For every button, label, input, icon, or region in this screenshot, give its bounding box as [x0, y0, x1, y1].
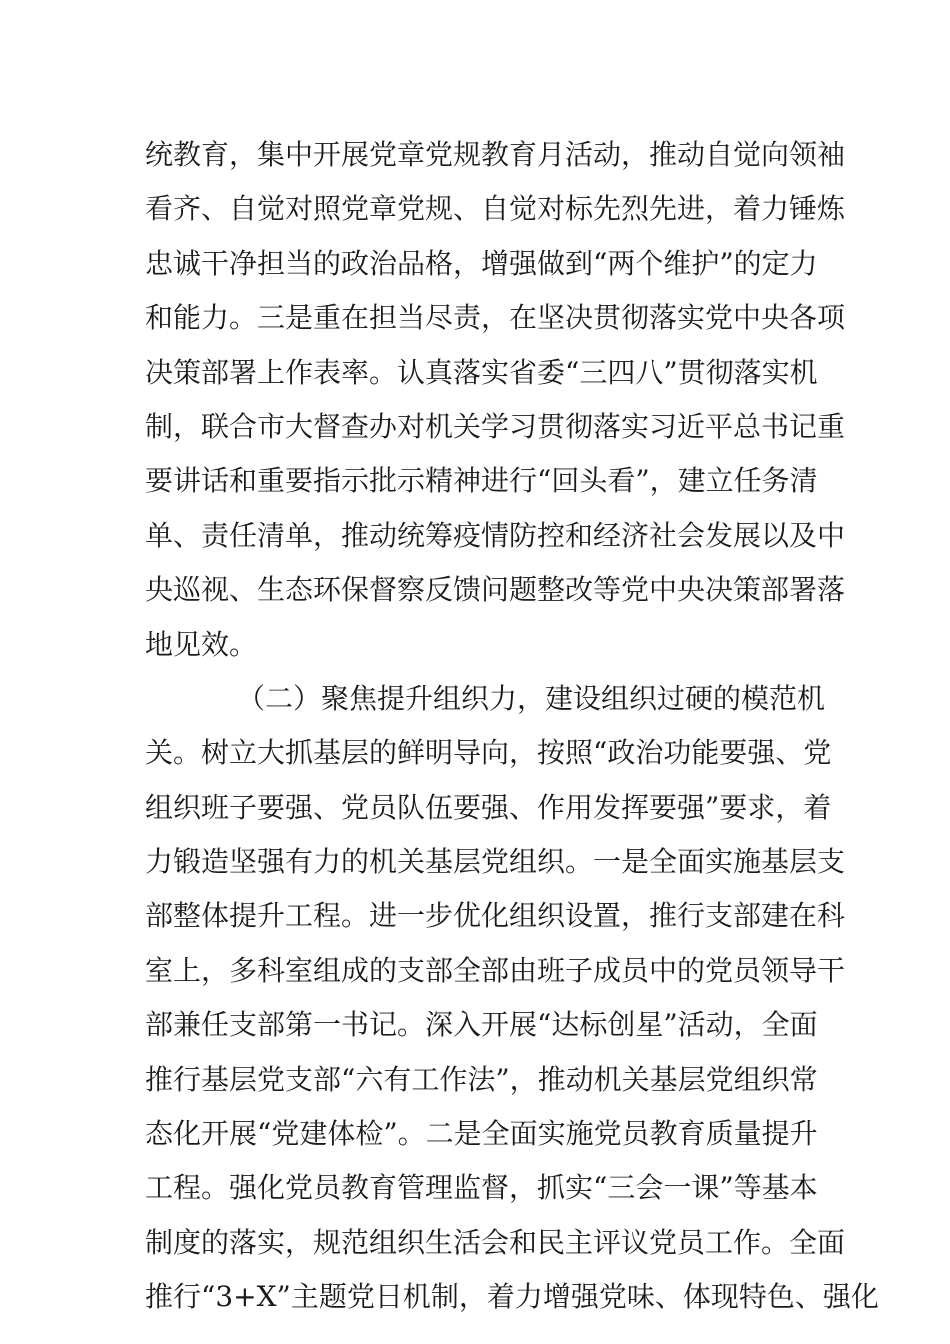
section-heading-line: （二）聚焦提升组织力，建设组织过硬的模范机: [237, 681, 826, 715]
text-line: 单、责任清单，推动统筹疫情防控和经济社会发展以及中: [145, 518, 846, 552]
text-line: 要讲话和重要指示批示精神进行“回头看”，建立任务清: [145, 464, 818, 498]
text-line: 关。树立大抓基层的鲜明导向，按照“政治功能要强、党: [145, 736, 832, 770]
text-line: 看齐、自觉对照党章党规、自觉对标先烈先进，着力锤炼: [145, 192, 846, 226]
text-line: 地见效。: [145, 627, 258, 661]
text-line: 部兼任支部第一书记。深入开展“达标创星”活动，全面: [145, 1008, 818, 1042]
text-line: 室上，多科室组成的支部全部由班子成员中的党员领导干: [145, 953, 846, 987]
text-line: 制度的落实，规范组织生活会和民主评议党员工作。全面: [145, 1225, 846, 1259]
text-line: 部整体提升工程。进一步优化组织设置，推行支部建在科: [145, 899, 846, 933]
text-line: 推行基层党支部“六有工作法”，推动机关基层党组织常: [145, 1062, 818, 1096]
text-line: 态化开展“党建体检”。二是全面实施党员教育质量提升: [145, 1117, 818, 1151]
body-text: [145, 128, 879, 1325]
text-line: 央巡视、生态环保督察反馈问题整改等党中央决策部署落: [145, 573, 846, 607]
text-line: 组织班子要强、党员队伍要强、作用发挥要强”要求，着: [145, 790, 832, 824]
text-line: 工程。强化党员教育管理监督，抓实“三会一课”等基本: [145, 1171, 818, 1205]
text-line: 制，联合市大督查办对机关学习贯彻落实习近平总书记重: [145, 409, 846, 443]
text-line: 决策部署上作表率。认真落实省委“三四八”贯彻落实机: [145, 355, 818, 389]
text-line: 力锻造坚强有力的机关基层党组织。一是全面实施基层支: [145, 845, 846, 879]
text-line: 和能力。三是重在担当尽责，在坚决贯彻落实党中央各项: [145, 301, 846, 335]
text-line: 忠诚干净担当的政治品格，增强做到“两个维护”的定力: [145, 246, 818, 280]
text-line: 推行“3+X”主题党日机制，着力增强党味、体现特色、强化: [145, 1280, 879, 1314]
text-line: 统教育，集中开展党章党规教育月活动，推动自觉向领袖: [145, 138, 846, 171]
